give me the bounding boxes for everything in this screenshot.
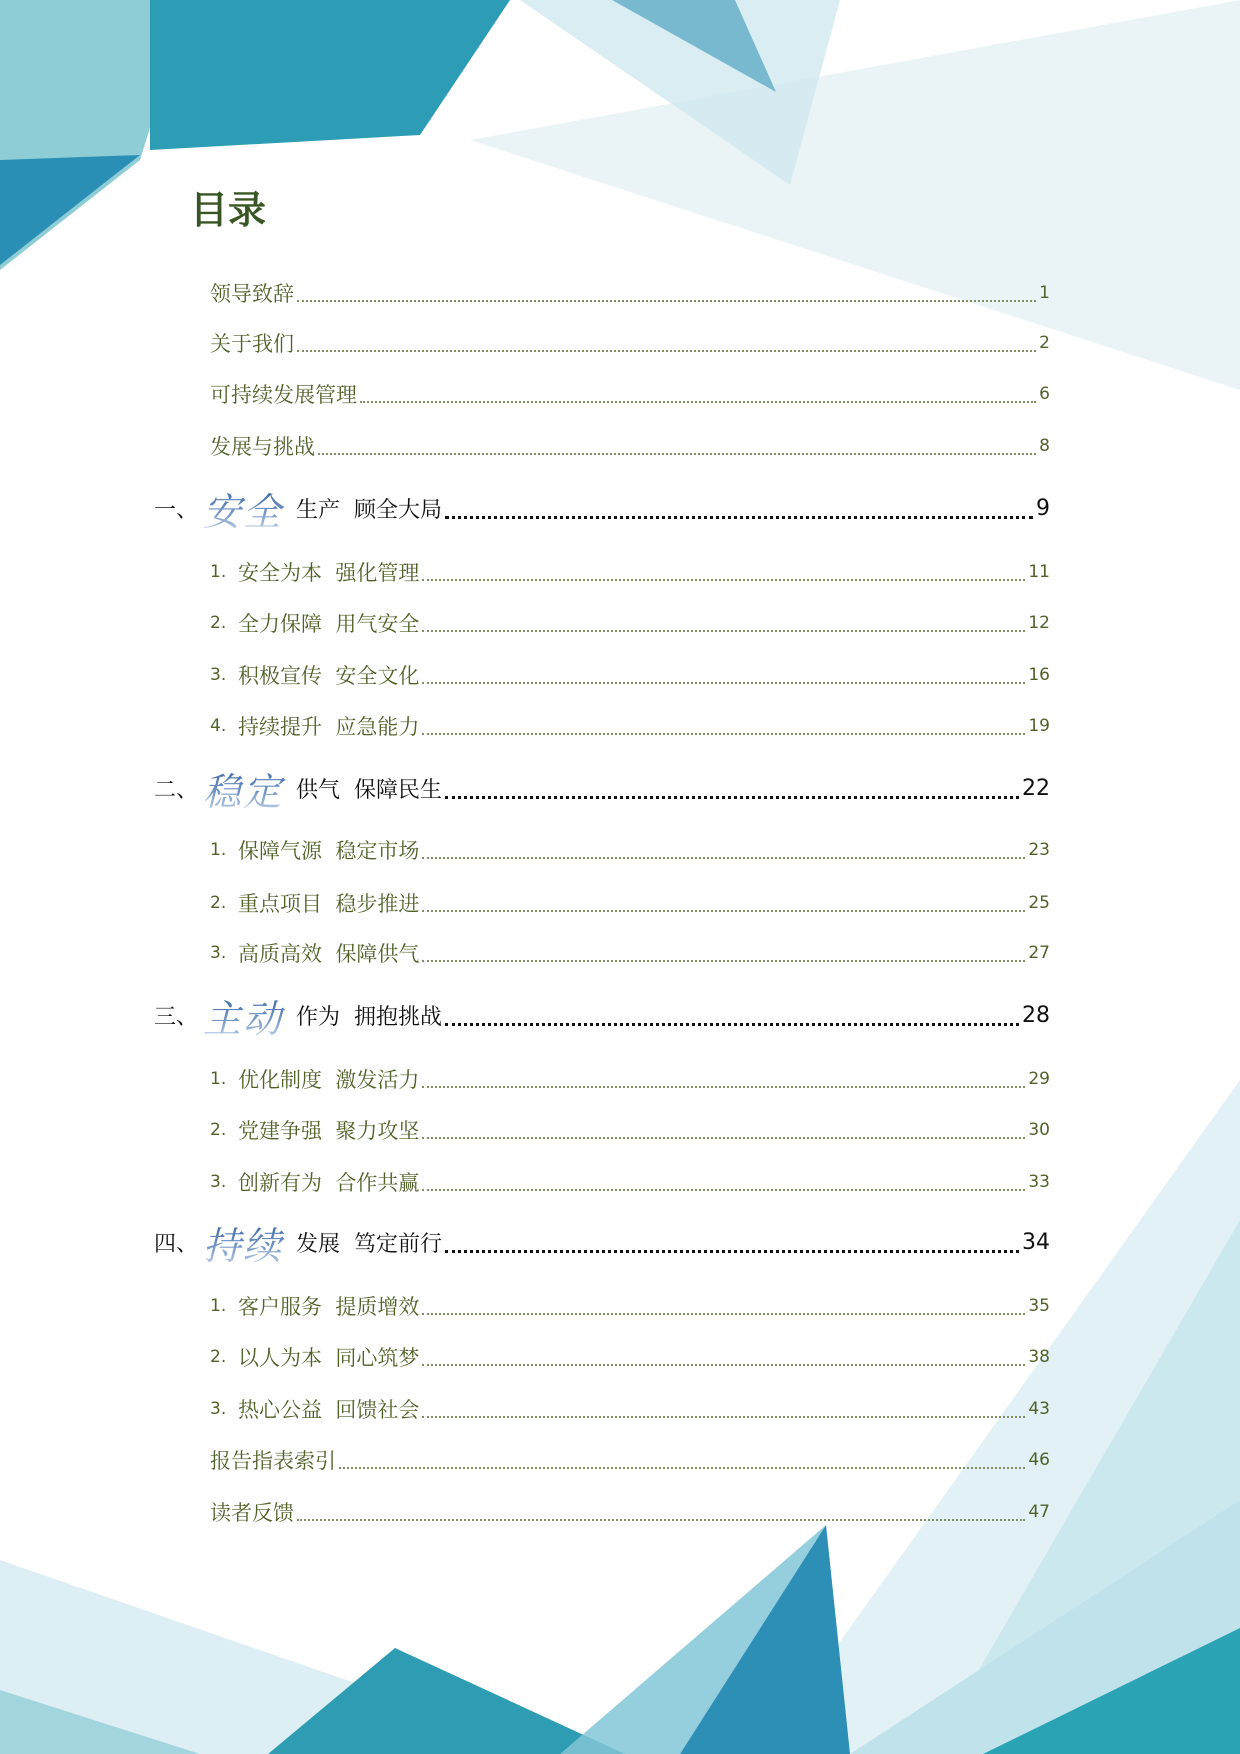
toc-subentry-page: 33	[1028, 1172, 1050, 1192]
toc-subentry-page: 11	[1028, 562, 1050, 582]
toc-subentry-label: 高质高效 保障供气	[238, 942, 420, 966]
toc-section-page: 9	[1036, 495, 1050, 521]
toc-entry[interactable]	[210, 278, 1050, 308]
dot-leader	[339, 1467, 1025, 1469]
toc-subentry-label: 党建争强 聚力攻坚	[238, 1119, 420, 1143]
toc-section-label: 发展 笃定前行	[296, 1231, 442, 1257]
toc-subentry[interactable]	[210, 938, 1050, 968]
toc-entry-label: 发展与挑战	[210, 435, 315, 459]
toc-subentry[interactable]	[210, 835, 1050, 865]
dot-leader	[422, 1416, 1025, 1418]
toc-subentry[interactable]	[210, 1394, 1050, 1424]
toc-section-prefix: 一、	[154, 497, 199, 523]
toc-subentry[interactable]	[210, 888, 1050, 918]
toc-subentry-number: 1.	[210, 840, 227, 860]
toc-entry-page: 47	[1028, 1502, 1050, 1522]
toc-entry-page: 2	[1039, 333, 1050, 353]
toc-section-highlight: 安全	[203, 481, 296, 536]
toc-subentry[interactable]	[210, 608, 1050, 638]
toc-entry[interactable]	[210, 328, 1050, 358]
toc-entry-label: 可持续发展管理	[210, 383, 357, 407]
toc-subentry-label: 以人为本 同心筑梦	[238, 1346, 420, 1370]
toc-subentry[interactable]	[210, 557, 1050, 587]
toc-subentry-label: 安全为本 强化管理	[238, 561, 420, 585]
toc-subentry[interactable]	[210, 1064, 1050, 1094]
toc-subentry-page: 19	[1028, 716, 1050, 736]
toc-subentry-label: 重点项目 稳步推进	[238, 892, 420, 916]
toc-section-label: 作为 拥抱挑战	[296, 1004, 442, 1030]
toc-subentry-number: 2.	[210, 613, 227, 633]
dot-leader	[445, 796, 1019, 799]
dot-leader	[422, 1313, 1025, 1315]
toc-entry[interactable]	[210, 1445, 1050, 1475]
dot-leader	[422, 857, 1025, 859]
toc-section-highlight: 主动	[203, 988, 296, 1043]
toc-subentry-page: 43	[1028, 1399, 1050, 1419]
toc-entry-label: 读者反馈	[210, 1501, 294, 1525]
toc-subentry-page: 29	[1028, 1069, 1050, 1089]
toc-subentry-page: 12	[1028, 613, 1050, 633]
toc-entry-page: 46	[1028, 1450, 1050, 1470]
dot-leader	[422, 1364, 1025, 1366]
dot-leader	[297, 300, 1036, 302]
toc-section-highlight: 持续	[203, 1215, 296, 1270]
toc-subentry-number: 3.	[210, 1172, 227, 1192]
toc-entry[interactable]	[210, 431, 1050, 461]
toc-subentry-number: 3.	[210, 943, 227, 963]
toc-subentry-page: 38	[1028, 1347, 1050, 1367]
dot-leader	[422, 1137, 1025, 1139]
toc-section-prefix: 二、	[154, 777, 199, 803]
toc-section-label: 供气 保障民生	[296, 777, 442, 803]
dot-leader	[422, 1189, 1025, 1191]
toc-subentry[interactable]	[210, 1342, 1050, 1372]
toc-subentry-number: 1.	[210, 562, 227, 582]
dot-leader	[422, 630, 1025, 632]
dot-leader	[297, 350, 1036, 352]
toc-subentry-number: 1.	[210, 1296, 227, 1316]
toc-entry[interactable]	[210, 379, 1050, 409]
toc-section[interactable]	[154, 991, 1050, 1039]
toc-subentry-page: 30	[1028, 1120, 1050, 1140]
toc-subentry-label: 客户服务 提质增效	[238, 1295, 420, 1319]
toc-section-highlight: 稳定	[203, 761, 296, 816]
toc-subentry-number: 3.	[210, 665, 227, 685]
dot-leader	[422, 1086, 1025, 1088]
toc-section-page: 28	[1022, 1002, 1050, 1028]
toc-subentry-label: 优化制度 激发活力	[238, 1068, 420, 1092]
dot-leader	[297, 1519, 1025, 1521]
toc-subentry[interactable]	[210, 1291, 1050, 1321]
toc-subentry-number: 1.	[210, 1069, 227, 1089]
toc-subentry-number: 4.	[210, 716, 227, 736]
toc-subentry-label: 创新有为 合作共赢	[238, 1171, 420, 1195]
toc-subentry[interactable]	[210, 1167, 1050, 1197]
toc-subentry-label: 全力保障 用气安全	[238, 612, 420, 636]
dot-leader	[422, 579, 1025, 581]
toc-entry[interactable]	[210, 1497, 1050, 1527]
toc-subentry-label: 持续提升 应急能力	[238, 715, 420, 739]
toc-section[interactable]	[154, 764, 1050, 812]
dot-leader	[422, 733, 1025, 735]
toc-subentry[interactable]	[210, 711, 1050, 741]
toc-section-label: 生产 顾全大局	[296, 497, 442, 523]
toc-subentry-label: 积极宣传 安全文化	[238, 664, 420, 688]
toc-section-page: 34	[1022, 1229, 1050, 1255]
page-title: 目录	[190, 188, 267, 232]
toc-subentry-page: 35	[1028, 1296, 1050, 1316]
toc-section-prefix: 三、	[154, 1004, 199, 1030]
toc-subentry-label: 热心公益 回馈社会	[238, 1398, 420, 1422]
dot-leader	[445, 516, 1033, 519]
toc-subentry-number: 2.	[210, 893, 227, 913]
dot-leader	[422, 910, 1025, 912]
toc-entry-label: 报告指表索引	[210, 1449, 336, 1473]
toc-subentry-page: 27	[1028, 943, 1050, 963]
dot-leader	[445, 1250, 1019, 1253]
toc-subentry[interactable]	[210, 1115, 1050, 1145]
toc-subentry[interactable]	[210, 660, 1050, 690]
toc-subentry-page: 23	[1028, 840, 1050, 860]
dot-leader	[422, 682, 1025, 684]
dot-leader	[422, 960, 1025, 962]
dot-leader	[360, 401, 1036, 403]
toc-section-prefix: 四、	[154, 1231, 199, 1257]
toc-entry-label: 领导致辞	[210, 282, 294, 306]
toc-subentry-page: 16	[1028, 665, 1050, 685]
dot-leader	[445, 1023, 1019, 1026]
toc-entry-page: 8	[1039, 436, 1050, 456]
toc-entry-label: 关于我们	[210, 332, 294, 356]
toc-subentry-number: 3.	[210, 1399, 227, 1419]
toc-section-page: 22	[1022, 775, 1050, 801]
toc-section[interactable]	[154, 484, 1050, 532]
toc-subentry-number: 2.	[210, 1120, 227, 1140]
toc-section[interactable]	[154, 1218, 1050, 1266]
toc-entry-page: 6	[1039, 384, 1050, 404]
toc-subentry-page: 25	[1028, 893, 1050, 913]
toc-subentry-number: 2.	[210, 1347, 227, 1367]
toc-subentry-label: 保障气源 稳定市场	[238, 839, 420, 863]
toc-entry-page: 1	[1039, 283, 1050, 303]
dot-leader	[318, 453, 1036, 455]
